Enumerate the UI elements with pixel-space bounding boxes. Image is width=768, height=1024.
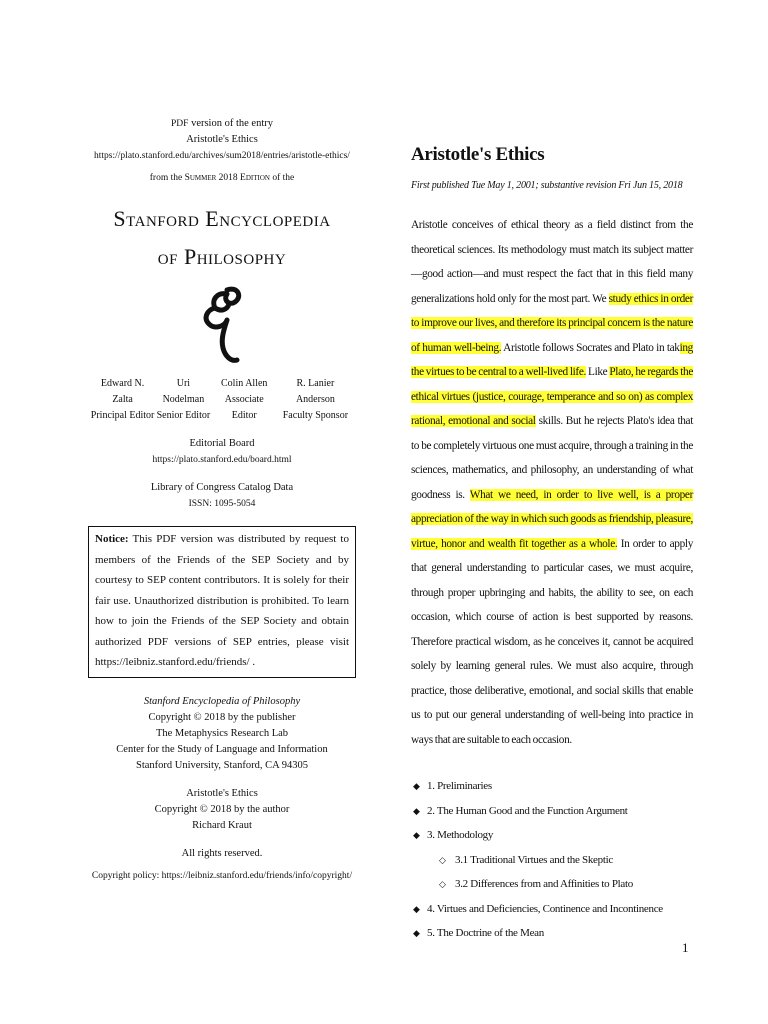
toc-item-label: 4. Virtues and Deficiencies, Continence and Incontinence (427, 902, 663, 915)
editors-row (88, 376, 356, 424)
publisher-lab: The Metaphysics Research Lab (155, 727, 289, 739)
preamble-text: In order to apply that general understanding to particular cases, we must acquire, through proper upbringing and habits, the ability to see, on each occasion, which course of action is best supported by reasons. Therefore practical wisdom, as he conceives it, cannot be acquired solely by learning general rules. We must also acquire, through practice, those deliberative, emotional, and social skills that enable us to put our general understanding of well-being into practice in ways that are suitable to each occasion. (411, 537, 693, 746)
preamble-text: Aristotle follows Socrates and Plato in tak (501, 341, 680, 354)
hollow-diamond-bullet-icon: ◇ (439, 879, 446, 889)
entry-url[interactable]: https://plato.stanford.edu/archives/sum2018/entries/aristotle-ethics/ (94, 151, 350, 161)
toc-item[interactable] (411, 897, 693, 922)
sep-title-line1: Stanford Encyclopedia (113, 206, 331, 231)
highlight-3: Plato, he regards the ethical virtues (justice, courage, temperance and so on) as complex rational, emotional and social (411, 366, 693, 427)
publisher-name: Stanford Encyclopedia of Philosophy (143, 695, 301, 707)
from-text: from the (149, 173, 183, 183)
publisher-center: Center for the Study of Language and Information (116, 743, 328, 755)
notice-text: This PDF version was distributed by request to members of the Friends of the SEP Society and by courtesy to SEP content contributors. It is solely for their fair use. Unauthorized distribution is prohibited. To learn how to join the Friends of the SEP Society and obtain authorized PDF versions of SEP entries, please visit https://leibniz.stanford.edu/friends/ . (95, 533, 349, 668)
editor-name: R. Lanier Anderson (295, 378, 335, 405)
edition-text: Summer 2018 Edition (184, 173, 270, 183)
version-of-text: version of the entry (191, 118, 273, 129)
diamond-bullet-icon: ◆ (413, 781, 420, 791)
table-of-contents (411, 774, 693, 946)
author-copyright: Copyright © 2018 by the author (154, 803, 290, 815)
toc-subitem[interactable] (411, 848, 693, 873)
highlight-1: study ethics in order to improve our lives, and therefore its principal concern is the nature of human well-being. (411, 292, 693, 354)
editor-name: Uri Nodelman (162, 378, 205, 405)
rights-reserved: All rights reserved. (181, 847, 263, 859)
editor-name: Colin Allen (221, 378, 268, 389)
issn: ISSN: 1095-5054 (188, 499, 256, 509)
edition-line (88, 170, 356, 186)
of-the-text: of the (272, 173, 295, 183)
copyright-policy: Copyright policy: https://leibniz.stanford.edu/friends/info/copyright/ (91, 870, 353, 881)
pdf-label: PDF (171, 119, 189, 129)
author-block (88, 786, 356, 834)
article-column (411, 144, 693, 946)
page-number: 1 (682, 940, 689, 955)
article-preamble (411, 213, 693, 752)
loc-label: Library of Congress Catalog Data (150, 482, 294, 493)
highlight-2: ing the virtues to be central to a well-lived life. (411, 341, 693, 378)
publisher-copyright: Copyright © 2018 by the publisher (148, 711, 296, 723)
toc-item-label: 3.1 Traditional Virtues and the Skeptic (455, 853, 613, 866)
toc-item[interactable] (411, 774, 693, 799)
hollow-diamond-bullet-icon: ◇ (439, 854, 446, 865)
toc-item[interactable] (411, 823, 693, 848)
preamble-text: Aristotle conceives of ethical theory as a field distinct from the theoretical sciences. Its methodology must match its subject matter—good action—and must respect the fact that in this field many generalizations hold only for the most part. We (411, 219, 693, 305)
author-entry-name: Aristotle's Ethics (186, 787, 258, 799)
sep-title-line2: of Philosophy (157, 244, 287, 269)
diamond-bullet-icon: ◆ (413, 903, 420, 914)
editor-role: Associate Editor (224, 394, 264, 421)
toc-item[interactable] (411, 921, 693, 946)
preamble-text: skills. But he rejects Plato's idea that to be completely virtuous one must acquire, through a training in the sciences, mathematics, and philosophy, an understanding of what goodness is. (411, 415, 693, 501)
editor-role: Principal Editor (90, 410, 155, 421)
highlight-4: What we need, in order to live well, is a proper appreciation of the way in which such goods as friendship, pleasure, virtue, honor and wealth fit together as a whole. (411, 488, 693, 550)
editor-anderson (277, 376, 354, 424)
notice-label: Notice: (95, 533, 129, 545)
editor-role: Senior Editor (156, 410, 211, 421)
editorial-board-label: Editorial Board (189, 438, 255, 449)
toc-item-label: 3. Methodology (427, 829, 494, 841)
sep-logo-icon (197, 286, 247, 366)
publisher-address: Stanford University, Stanford, CA 94305 (136, 759, 308, 771)
editorial-board-url[interactable]: https://plato.stanford.edu/board.html (152, 455, 292, 465)
editor-nodelman (155, 376, 211, 424)
toc-item-label: 3.2 Differences from and Affinities to Plato (455, 878, 633, 890)
editor-name: Edward N. Zalta (100, 378, 145, 405)
entry-title: Aristotle's Ethics (186, 134, 258, 145)
editor-allen (212, 376, 277, 424)
diamond-bullet-icon: ◆ (413, 830, 420, 840)
author-name: Richard Kraut (192, 819, 252, 831)
title-page-column (88, 116, 356, 884)
diamond-bullet-icon: ◆ (413, 928, 420, 938)
toc-subitem[interactable] (411, 872, 693, 897)
article-title: Aristotle's Ethics (411, 144, 545, 165)
publisher-block (88, 694, 356, 774)
toc-item-label: 1. Preliminaries (427, 780, 492, 792)
diamond-bullet-icon: ◆ (413, 805, 420, 816)
preamble-text: Like (585, 366, 610, 378)
toc-item-label: 2. The Human Good and the Function Argument (427, 804, 628, 817)
toc-item[interactable] (411, 799, 693, 824)
notice-box (88, 526, 356, 678)
pdf-version-line (88, 116, 356, 132)
editor-zalta (90, 376, 155, 424)
editor-role: Faculty Sponsor (282, 410, 349, 421)
toc-item-label: 5. The Doctrine of the Mean (427, 927, 544, 939)
publication-info: First published Tue May 1, 2001; substantive revision Fri Jun 15, 2018 (411, 180, 683, 191)
